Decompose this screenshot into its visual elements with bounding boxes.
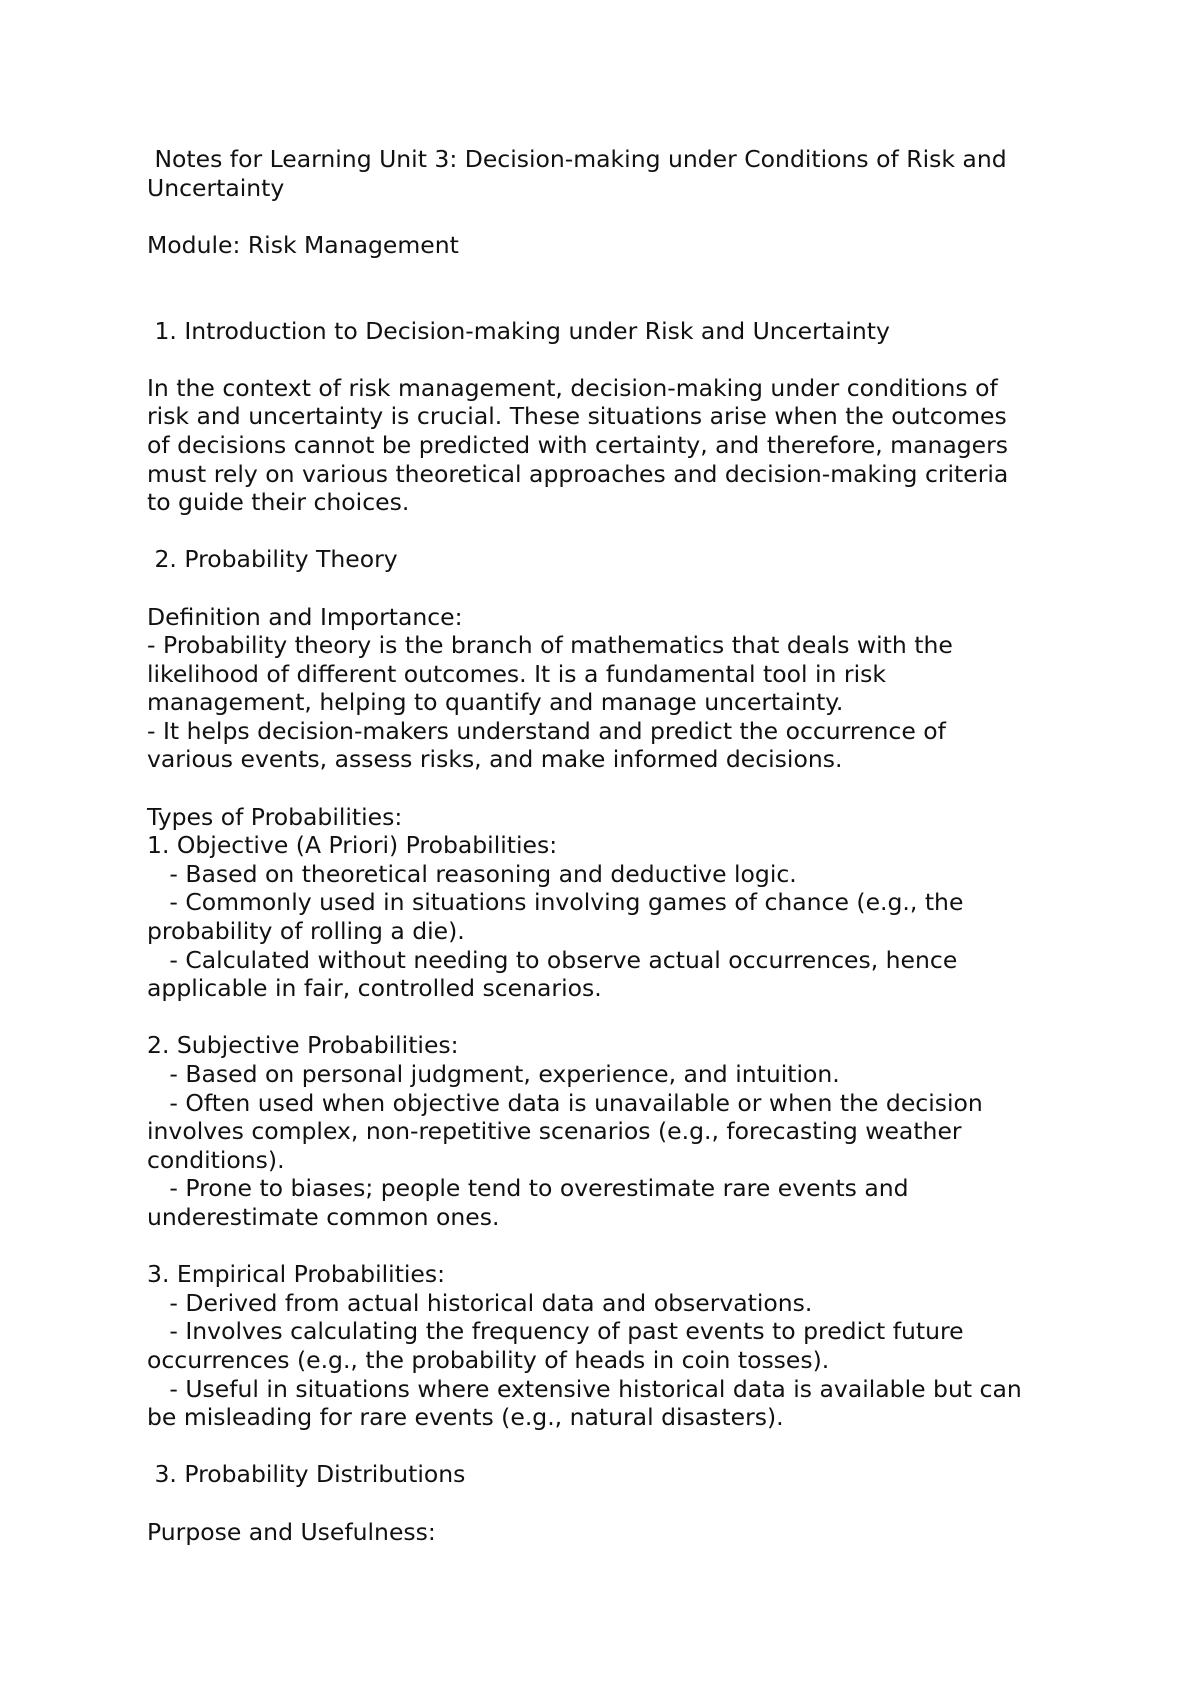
list-line: probability of rolling a die).	[147, 917, 465, 946]
list-line: management, helping to quantify and manage uncertainty.	[147, 688, 844, 717]
title-line: Uncertainty	[147, 173, 285, 202]
list-line: - Derived from actual historical data and observations.	[147, 1288, 813, 1317]
paragraph-line: of decisions cannot be predicted with certainty, and therefore, managers	[147, 430, 1009, 459]
definition-list	[147, 631, 1067, 774]
list-line: 2. Subjective Probabilities:	[147, 1031, 459, 1060]
list-line: 3. Empirical Probabilities:	[147, 1260, 446, 1289]
list-line: - Prone to biases; people tend to overestimate rare events and	[147, 1174, 909, 1203]
list-line: - Calculated without needing to observe actual occurrences, hence	[147, 945, 958, 974]
list-line: applicable in fair, controlled scenarios.	[147, 974, 602, 1003]
list-line: involves complex, non-repetitive scenarios (e.g., forecasting weather	[147, 1117, 962, 1146]
paragraph-line: risk and uncertainty is crucial. These situations arise when the outcomes	[147, 402, 1007, 431]
document-page	[147, 145, 1067, 1546]
section-heading: 3. Probability Distributions	[147, 1460, 466, 1489]
subheading: Definition and Importance:	[147, 602, 463, 631]
list-line: - It helps decision-makers understand and predict the occurrence of	[147, 716, 946, 745]
empirical-list	[147, 1260, 1067, 1432]
list-line: conditions).	[147, 1145, 285, 1174]
document-title	[147, 145, 1067, 202]
paragraph-line: to guide their choices.	[147, 488, 410, 517]
list-line: - Based on personal judgment, experience, and intuition.	[147, 1060, 840, 1088]
list-line: - Useful in situations where extensive historical data is available but can	[147, 1374, 1022, 1403]
list-line: - Often used when objective data is unavailable or when the decision	[147, 1088, 983, 1117]
list-line: - Involves calculating the frequency of past events to predict future	[147, 1317, 964, 1346]
list-line: 1. Objective (A Priori) Probabilities:	[147, 831, 558, 860]
module-label: Module: Risk Management	[147, 230, 459, 259]
list-line: occurrences (e.g., the probability of heads in coin tosses).	[147, 1345, 830, 1374]
list-line: - Probability theory is the branch of mathematics that deals with the	[147, 631, 953, 660]
list-line: be misleading for rare events (e.g., natural disasters).	[147, 1403, 784, 1432]
section-heading: 1. Introduction to Decision-making under Risk and Uncertainty	[147, 316, 890, 345]
section-heading: 2. Probability Theory	[147, 545, 398, 574]
objective-list	[147, 831, 1067, 1003]
subheading: Types of Probabilities:	[147, 802, 403, 831]
list-line: likelihood of different outcomes. It is a fundamental tool in risk	[147, 659, 886, 688]
list-line: underestimate common ones.	[147, 1202, 500, 1231]
paragraph-line: must rely on various theoretical approaches and decision-making criteria	[147, 459, 1009, 488]
list-line: - Based on theoretical reasoning and deductive logic.	[147, 859, 797, 888]
title-line: Notes for Learning Unit 3: Decision-making under Conditions of Risk and	[147, 145, 1007, 173]
paragraph	[147, 374, 1067, 517]
list-line: - Commonly used in situations involving games of chance (e.g., the	[147, 888, 964, 917]
list-line: various events, assess risks, and make informed decisions.	[147, 745, 843, 774]
subheading: Purpose and Usefulness:	[147, 1517, 436, 1546]
paragraph-line: In the context of risk management, decision-making under conditions of	[147, 373, 998, 402]
subjective-list	[147, 1031, 1067, 1231]
